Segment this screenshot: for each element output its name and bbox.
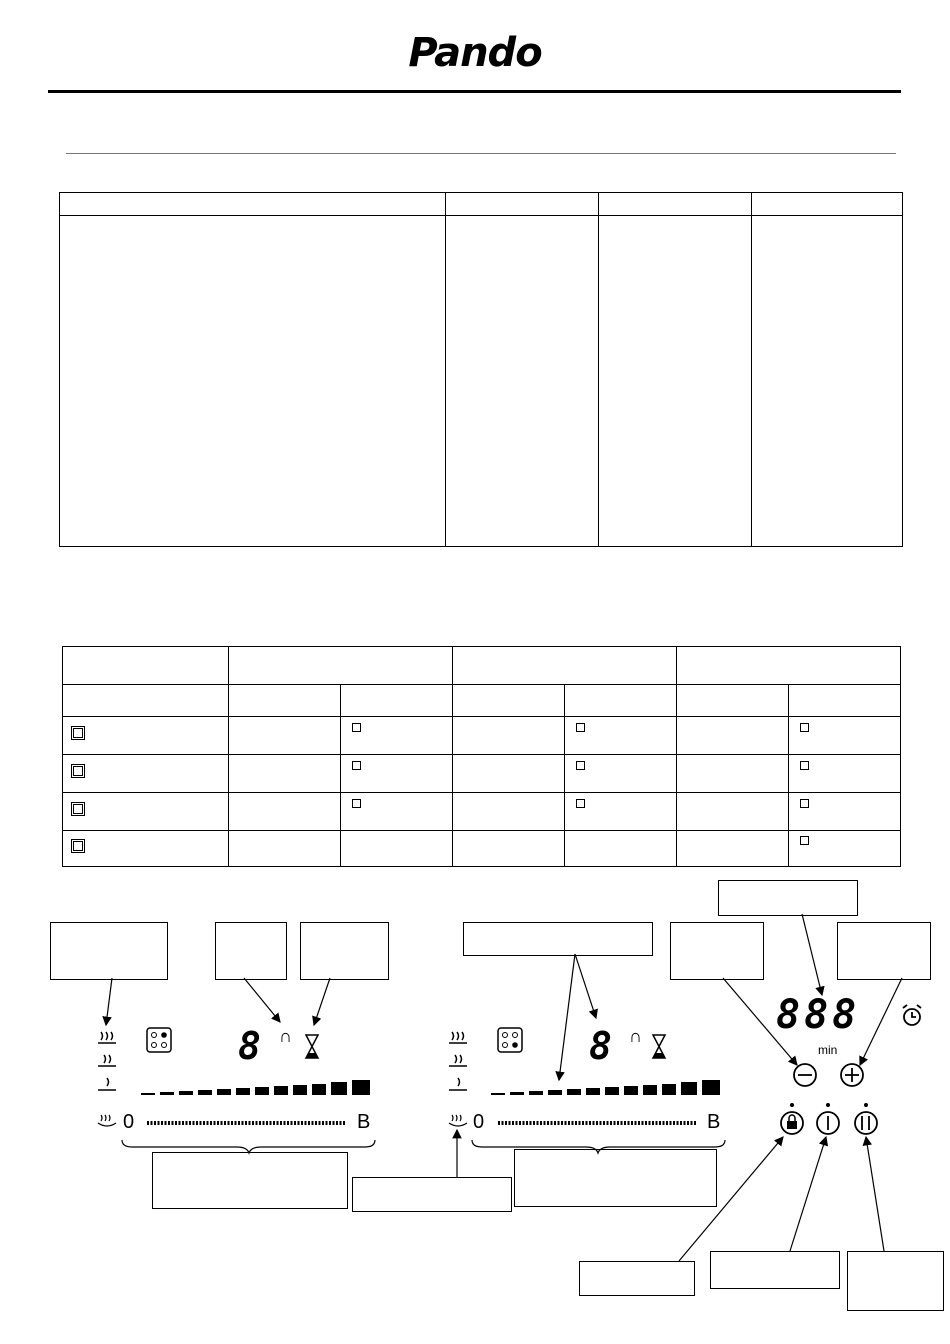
heat-mid-icon	[98, 1055, 116, 1066]
heat-mid-icon	[449, 1055, 467, 1066]
hourglass-icon	[653, 1035, 665, 1058]
pan-symbol: ∩	[629, 1026, 642, 1046]
heat-low-icon	[98, 1078, 116, 1090]
timer-unit-label: min	[818, 1043, 838, 1057]
slider-brace	[122, 1140, 375, 1153]
pause-icon[interactable]	[855, 1103, 877, 1134]
keep-warm-icon	[98, 1115, 116, 1126]
slider-end-label: B	[707, 1111, 721, 1133]
alarm-clock-icon	[903, 1005, 921, 1025]
heat-high-icon	[98, 1032, 116, 1043]
plus-icon[interactable]	[841, 1064, 863, 1086]
heat-high-icon	[449, 1032, 467, 1043]
slider-start-label: 0	[123, 1111, 135, 1133]
heat-low-icon	[449, 1078, 467, 1090]
slider-brace	[472, 1140, 725, 1153]
callout-arrows	[106, 914, 902, 1261]
zone-selector-icon	[147, 1028, 171, 1052]
brand-logo: Pando	[408, 30, 542, 76]
power-level-bar	[141, 1080, 370, 1095]
slider-start-label: 0	[473, 1111, 485, 1133]
slider-end-label: B	[357, 1111, 371, 1133]
pan-symbol: ∩	[279, 1026, 292, 1046]
power-level-bar	[491, 1080, 720, 1095]
power-icon[interactable]	[817, 1103, 839, 1134]
timer-display: 888	[776, 992, 861, 1038]
hourglass-icon	[306, 1035, 318, 1058]
minus-icon[interactable]	[794, 1064, 816, 1086]
zone-selector-icon	[498, 1028, 522, 1052]
zone-digit-display: 8	[238, 1024, 263, 1068]
lock-icon[interactable]	[781, 1103, 803, 1134]
keep-warm-icon	[449, 1115, 467, 1126]
zone-digit-display: 8	[589, 1024, 614, 1068]
